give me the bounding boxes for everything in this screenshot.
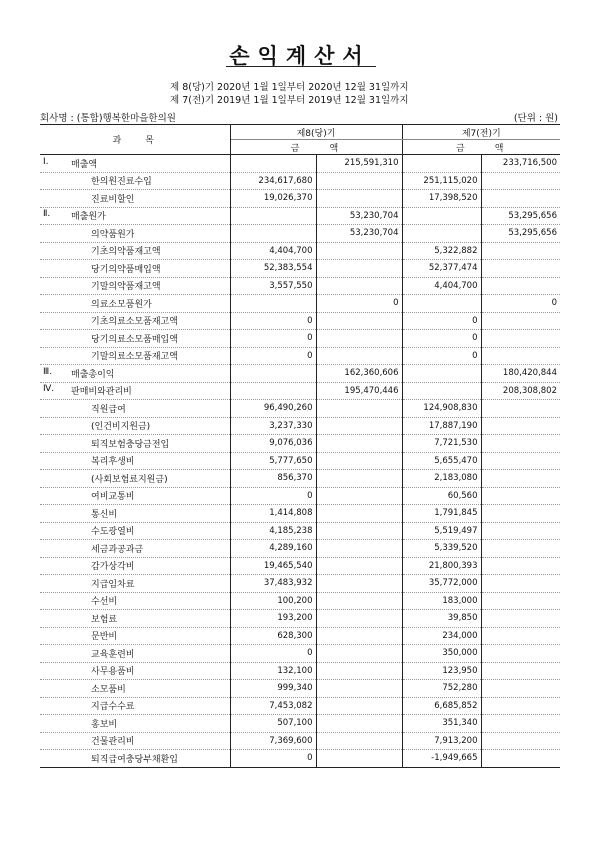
amount-cell-a: [230, 382, 316, 400]
amount-cell-c: 1,791,845: [402, 505, 481, 523]
table-row: [40, 522, 560, 540]
amount-cell-a: 999,340: [230, 680, 316, 698]
row-label: 한의원진료수입: [91, 177, 152, 188]
page-title: 손익계산서: [229, 44, 371, 68]
amount-cell-d: [481, 312, 560, 330]
row-label: (인건비지원금): [91, 422, 151, 433]
amount-cell-d: [481, 347, 560, 365]
amount-cell-b: [316, 312, 402, 330]
amount-cell-a: 0: [230, 347, 316, 365]
table-row: [40, 592, 560, 610]
amount-cell-b: [316, 277, 402, 295]
amount-cell-b: [316, 732, 402, 750]
amount-cell-a: 856,370: [230, 470, 316, 488]
row-label: 문반비: [91, 632, 118, 643]
amount-cell-c: 17,398,520: [402, 190, 481, 208]
table-row: [40, 487, 560, 505]
row-label: 당기의약품매입액: [91, 264, 161, 275]
amount-cell-c: 4,404,700: [402, 277, 481, 295]
row-label-cell: [40, 522, 230, 540]
amount-cell-d: [481, 540, 560, 558]
row-label: 당기의료소모품매입액: [91, 334, 178, 345]
table-row: [40, 242, 560, 260]
row-label-cell: [40, 505, 230, 523]
amount-cell-c: 124,908,830: [402, 400, 481, 418]
amount-cell-b: 162,360,606: [316, 365, 402, 383]
table-row: [40, 155, 560, 173]
amount-cell-a: 100,200: [230, 592, 316, 610]
row-label: 기말의료소모품재고액: [91, 352, 178, 363]
amount-cell-c: 0: [402, 312, 481, 330]
amount-cell-d: [481, 715, 560, 733]
amount-cell-b: [316, 522, 402, 540]
row-label-cell: [40, 400, 230, 418]
row-label: 기초의료소모품재고액: [91, 317, 178, 328]
header-prior-period: 제7(전)기: [402, 125, 560, 140]
amount-cell-b: [316, 172, 402, 190]
table-row: [40, 557, 560, 575]
amount-cell-c: 0: [402, 347, 481, 365]
amount-cell-d: [481, 190, 560, 208]
row-label: 기초의약품재고액: [91, 247, 161, 258]
amount-cell-b: 53,230,704: [316, 225, 402, 243]
amount-cell-d: [481, 680, 560, 698]
section-number: Ⅲ.: [43, 366, 53, 377]
amount-cell-a: 4,404,700: [230, 242, 316, 260]
amount-cell-c: 5,519,497: [402, 522, 481, 540]
amount-cell-b: 53,230,704: [316, 207, 402, 225]
table-row: [40, 277, 560, 295]
row-label-cell: [40, 715, 230, 733]
amount-cell-b: [316, 505, 402, 523]
amount-cell-b: [316, 452, 402, 470]
amount-cell-b: [316, 417, 402, 435]
table-row: [40, 680, 560, 698]
table-row: [40, 225, 560, 243]
amount-cell-a: 234,617,680: [230, 172, 316, 190]
amount-cell-b: [316, 540, 402, 558]
row-label: 직원급여: [91, 404, 126, 415]
table-row: [40, 662, 560, 680]
section-number: Ⅳ.: [43, 384, 55, 395]
amount-cell-d: [481, 242, 560, 260]
row-label: 보험료: [91, 614, 118, 625]
row-label: 복리후생비: [91, 457, 135, 468]
table-row: [40, 575, 560, 593]
amount-cell-d: [481, 662, 560, 680]
amount-cell-a: 0: [230, 645, 316, 663]
table-row: [40, 417, 560, 435]
amount-cell-a: 3,237,330: [230, 417, 316, 435]
row-label-cell: [40, 487, 230, 505]
amount-cell-d: [481, 470, 560, 488]
row-label-cell: [40, 417, 230, 435]
row-label-cell: [40, 592, 230, 610]
amount-cell-d: 53,295,656: [481, 225, 560, 243]
amount-cell-d: 53,295,656: [481, 207, 560, 225]
row-label-cell: [40, 680, 230, 698]
amount-cell-b: [316, 697, 402, 715]
amount-cell-b: [316, 190, 402, 208]
row-label: 퇴직급여충당부채환입: [91, 754, 178, 765]
amount-cell-d: [481, 750, 560, 768]
amount-cell-c: 7,913,200: [402, 732, 481, 750]
table-row: [40, 312, 560, 330]
amount-cell-a: 96,490,260: [230, 400, 316, 418]
amount-cell-c: 2,183,080: [402, 470, 481, 488]
row-label: 사무용품비: [91, 667, 135, 678]
row-label: 기말의약품재고액: [91, 282, 161, 293]
amount-cell-d: [481, 557, 560, 575]
amount-cell-d: 0: [481, 295, 560, 313]
amount-cell-a: 37,483,932: [230, 575, 316, 593]
amount-cell-c: 7,721,530: [402, 435, 481, 453]
amount-cell-a: 4,289,160: [230, 540, 316, 558]
table-row: [40, 540, 560, 558]
amount-cell-a: 0: [230, 330, 316, 348]
amount-cell-b: [316, 260, 402, 278]
row-label-cell: [40, 295, 230, 313]
table-row: [40, 330, 560, 348]
row-label-cell: [40, 347, 230, 365]
amount-cell-b: [316, 347, 402, 365]
row-label-cell: [40, 645, 230, 663]
amount-cell-d: [481, 732, 560, 750]
table-row: [40, 610, 560, 628]
row-label-cell: [40, 697, 230, 715]
income-statement-table: [40, 124, 560, 768]
amount-cell-b: [316, 575, 402, 593]
amount-cell-d: [481, 505, 560, 523]
company-name: 회사명 : (통합)행복한마을한의원: [40, 113, 176, 124]
amount-cell-a: [230, 225, 316, 243]
section-number: Ⅱ.: [43, 209, 51, 220]
amount-cell-d: [481, 522, 560, 540]
amount-cell-d: [481, 435, 560, 453]
amount-cell-b: [316, 400, 402, 418]
amount-cell-b: [316, 627, 402, 645]
table-row: [40, 365, 560, 383]
amount-cell-d: [481, 697, 560, 715]
table-row: [40, 295, 560, 313]
amount-cell-a: 1,414,808: [230, 505, 316, 523]
amount-cell-b: [316, 715, 402, 733]
row-label-cell: [40, 662, 230, 680]
row-label-cell: [40, 435, 230, 453]
row-label-cell: [40, 452, 230, 470]
row-label-cell: [40, 557, 230, 575]
amount-cell-c: -1,949,665: [402, 750, 481, 768]
amount-cell-a: 0: [230, 312, 316, 330]
amount-cell-d: [481, 260, 560, 278]
table-row: [40, 382, 560, 400]
row-label: 의약품원가: [91, 229, 135, 240]
amount-cell-a: 7,453,082: [230, 697, 316, 715]
row-label-cell: [40, 207, 230, 225]
amount-cell-d: [481, 330, 560, 348]
row-label: 여비교통비: [91, 492, 135, 503]
amount-cell-a: 52,383,554: [230, 260, 316, 278]
row-label-cell: [40, 190, 230, 208]
table-row: [40, 400, 560, 418]
row-label-cell: [40, 312, 230, 330]
amount-cell-b: [316, 242, 402, 260]
table-row: [40, 470, 560, 488]
amount-cell-d: [481, 487, 560, 505]
amount-cell-d: [481, 627, 560, 645]
amount-cell-c: 5,339,520: [402, 540, 481, 558]
amount-cell-a: 5,777,650: [230, 452, 316, 470]
row-label: 수도광열비: [91, 527, 135, 538]
amount-cell-b: [316, 592, 402, 610]
row-label-cell: [40, 225, 230, 243]
amount-cell-a: 19,026,370: [230, 190, 316, 208]
row-label-cell: [40, 330, 230, 348]
amount-cell-d: [481, 417, 560, 435]
amount-cell-c: 752,280: [402, 680, 481, 698]
amount-cell-c: 5,322,882: [402, 242, 481, 260]
table-row: [40, 452, 560, 470]
amount-cell-a: [230, 207, 316, 225]
amount-cell-c: 234,000: [402, 627, 481, 645]
amount-cell-a: 19,465,540: [230, 557, 316, 575]
row-label: (사회보험료지원금): [91, 474, 168, 485]
amount-cell-d: 233,716,500: [481, 155, 560, 173]
header-row-periods: [40, 125, 560, 140]
row-label: 진료비할인: [91, 194, 135, 205]
table-row: [40, 732, 560, 750]
table-row: [40, 172, 560, 190]
row-label: 감가상각비: [91, 562, 135, 573]
amount-cell-b: 215,591,310: [316, 155, 402, 173]
amount-cell-b: [316, 487, 402, 505]
current-period-line: 제 8(당)기 2020년 1월 1일부터 2020년 12월 31일까지: [170, 82, 409, 93]
amount-cell-c: 60,560: [402, 487, 481, 505]
amount-cell-b: [316, 750, 402, 768]
amount-cell-a: 7,369,600: [230, 732, 316, 750]
amount-cell-c: 5,655,470: [402, 452, 481, 470]
header-item: 과목: [40, 125, 230, 155]
row-label-cell: [40, 365, 230, 383]
row-label-cell: [40, 260, 230, 278]
amount-cell-c: [402, 225, 481, 243]
amount-cell-a: [230, 155, 316, 173]
row-label: 의료소모품원가: [91, 299, 152, 310]
amount-cell-c: 350,000: [402, 645, 481, 663]
title-underline: [226, 66, 376, 67]
amount-cell-b: [316, 662, 402, 680]
row-label: 건물관리비: [91, 737, 135, 748]
amount-cell-b: [316, 470, 402, 488]
amount-cell-d: [481, 575, 560, 593]
table-row: [40, 207, 560, 225]
header-current-amount: 금액: [230, 140, 402, 155]
row-label-cell: [40, 627, 230, 645]
amount-cell-a: 9,076,036: [230, 435, 316, 453]
amount-cell-d: 180,420,844: [481, 365, 560, 383]
row-label-cell: [40, 470, 230, 488]
header-prior-amount: 금액: [402, 140, 560, 155]
row-label: 매출원가: [71, 212, 106, 223]
amount-cell-c: 0: [402, 330, 481, 348]
amount-cell-c: [402, 365, 481, 383]
amount-cell-c: 6,685,852: [402, 697, 481, 715]
amount-cell-a: 0: [230, 750, 316, 768]
amount-cell-b: [316, 557, 402, 575]
row-label-cell: [40, 575, 230, 593]
table-row: [40, 627, 560, 645]
row-label: 교육훈련비: [91, 649, 135, 660]
amount-cell-c: 123,950: [402, 662, 481, 680]
row-label-cell: [40, 242, 230, 260]
table-row: [40, 645, 560, 663]
amount-cell-a: 132,100: [230, 662, 316, 680]
amount-cell-a: 0: [230, 487, 316, 505]
amount-cell-d: [481, 400, 560, 418]
amount-cell-c: [402, 207, 481, 225]
row-label: 수선비: [91, 597, 118, 608]
prior-period-line: 제 7(전)기 2019년 1월 1일부터 2019년 12월 31일까지: [170, 95, 409, 106]
amount-cell-b: 0: [316, 295, 402, 313]
header-current-period: 제8(당)기: [230, 125, 402, 140]
statement-rows: [40, 155, 560, 768]
table-row: [40, 750, 560, 768]
amount-cell-b: [316, 435, 402, 453]
row-label-cell: [40, 732, 230, 750]
row-label-cell: [40, 155, 230, 173]
amount-cell-a: 193,200: [230, 610, 316, 628]
row-label-cell: [40, 277, 230, 295]
amount-cell-c: 35,772,000: [402, 575, 481, 593]
amount-cell-d: [481, 277, 560, 295]
amount-cell-c: 251,115,020: [402, 172, 481, 190]
table-row: [40, 435, 560, 453]
row-label: 통신비: [91, 509, 118, 520]
amount-cell-c: 351,340: [402, 715, 481, 733]
amount-cell-c: 183,000: [402, 592, 481, 610]
row-label: 판매비와관리비: [71, 387, 132, 398]
row-label-cell: [40, 750, 230, 768]
row-label: 매출액: [71, 159, 98, 170]
amount-cell-c: [402, 295, 481, 313]
amount-cell-b: 195,470,446: [316, 382, 402, 400]
amount-cell-a: [230, 365, 316, 383]
amount-cell-b: [316, 680, 402, 698]
row-label-cell: [40, 540, 230, 558]
amount-cell-c: [402, 382, 481, 400]
amount-cell-a: 628,300: [230, 627, 316, 645]
table-row: [40, 190, 560, 208]
amount-cell-a: [230, 295, 316, 313]
row-label: 지급임차료: [91, 579, 135, 590]
row-label: 세금과공과금: [91, 544, 144, 555]
amount-cell-d: [481, 645, 560, 663]
row-label: 소모품비: [91, 684, 126, 695]
amount-cell-c: 21,800,393: [402, 557, 481, 575]
section-number: Ⅰ.: [43, 156, 49, 167]
amount-cell-c: 17,887,190: [402, 417, 481, 435]
amount-cell-c: 39,850: [402, 610, 481, 628]
amount-cell-d: [481, 452, 560, 470]
row-label: 매출총이익: [71, 369, 115, 380]
amount-cell-c: [402, 155, 481, 173]
amount-cell-b: [316, 645, 402, 663]
table-row: [40, 260, 560, 278]
row-label: 퇴직보험충당금전입: [91, 439, 170, 450]
table-row: [40, 697, 560, 715]
unit-label: (단위 : 원): [513, 113, 558, 124]
amount-cell-a: 507,100: [230, 715, 316, 733]
row-label-cell: [40, 610, 230, 628]
table-row: [40, 715, 560, 733]
amount-cell-c: 52,377,474: [402, 260, 481, 278]
amount-cell-b: [316, 610, 402, 628]
amount-cell-d: [481, 610, 560, 628]
amount-cell-a: 3,557,550: [230, 277, 316, 295]
table-row: [40, 347, 560, 365]
row-label: 지급수수료: [91, 702, 135, 713]
amount-cell-d: [481, 592, 560, 610]
amount-cell-d: [481, 172, 560, 190]
amount-cell-a: 4,185,238: [230, 522, 316, 540]
row-label-cell: [40, 382, 230, 400]
row-label: 홍보비: [91, 719, 118, 730]
amount-cell-d: 208,308,802: [481, 382, 560, 400]
amount-cell-b: [316, 330, 402, 348]
row-label-cell: [40, 172, 230, 190]
table-row: [40, 505, 560, 523]
